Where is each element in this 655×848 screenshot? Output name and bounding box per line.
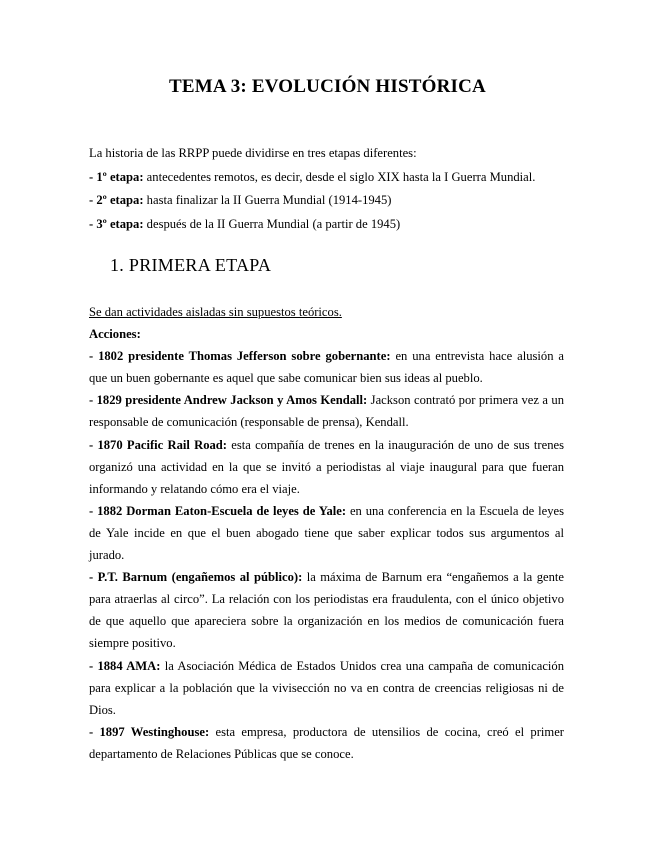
stage-3 xyxy=(89,213,569,237)
action-item-text: en una conferencia en la Escuela de leyes de Yale incide en que el buen abogado tiene que saber explicar todos sus argumentos al jurado. xyxy=(89,503,564,563)
stage-1-text: antecedentes remotos, es decir, desde el siglo XIX hasta la I Guerra Mundial. xyxy=(143,169,536,184)
action-item xyxy=(89,345,564,389)
actions-label-line xyxy=(89,323,564,345)
action-item-text: en una entrevista hace alusión a que un buen gobernante es aquel que sabe comunicar bien sus ideas al pueblo. xyxy=(89,349,564,386)
stage-1-label: - 1º etapa: xyxy=(89,169,144,184)
section-body xyxy=(89,301,564,765)
page-title: TEMA 3: EVOLUCIÓN HISTÓRICA xyxy=(169,76,486,97)
stage-3-label: - 3º etapa: xyxy=(89,216,144,231)
action-item xyxy=(89,566,564,654)
section-subtitle: Se dan actividades aisladas sin supuestos teóricos. xyxy=(89,305,342,319)
action-item-text: Jackson contrató por primera vez a un responsable de comunicación (responsable de prensa), Kendall. xyxy=(89,393,564,430)
stage-2-label: - 2º etapa: xyxy=(89,193,144,207)
action-item-text: la Asociación Médica de Estados Unidos crea una campaña de comunicación para explicar a la población que la vivisección no va en contra de creencias religiosas ni de Dios. xyxy=(89,658,564,717)
action-item-label: - P.T. Barnum (engañemos al público): xyxy=(89,570,303,585)
action-item xyxy=(89,389,564,433)
action-item-label: - 1870 Pacific Rail Road: xyxy=(89,437,227,452)
action-item-label: - 1802 presidente Thomas Jefferson sobre gobernante: xyxy=(89,349,391,364)
actions-label: Acciones: xyxy=(89,327,141,342)
action-item xyxy=(89,500,564,566)
intro-lead: La historia de las RRPP puede dividirse en tres etapas diferentes: xyxy=(89,146,417,160)
stage-2 xyxy=(89,189,569,213)
action-item-text: esta compañía de trenes en la inauguración de uno de sus trenes organizó una actividad en la que se invitó a periodistas al viaje inaugural para que fueran informando y relatando cómo era el viaje. xyxy=(89,437,564,496)
action-item-label: - 1884 AMA: xyxy=(89,658,161,673)
action-item-text: esta empresa, productora de utensilios de cocina, creó el primer departamento de Relaciones Públicas que se conoce. xyxy=(89,724,564,761)
stage-1 xyxy=(89,166,569,190)
action-item xyxy=(89,655,564,721)
action-item-label: - 1829 presidente Andrew Jackson y Amos Kendall: xyxy=(89,393,368,408)
action-item-label: - 1882 Dorman Eaton-Escuela de leyes de Yale: xyxy=(89,503,347,518)
action-item xyxy=(89,721,564,765)
action-item-text: la máxima de Barnum era “engañemos a la gente para atraerlas al circo”. La relación con los periodistas era fraudulenta, con el único objetivo de que aquello que apareciera sobre la organización en los medios de comunicación fuera siempre positivo. xyxy=(89,570,564,651)
action-item-label: - 1897 Westinghouse: xyxy=(89,724,210,739)
action-item xyxy=(89,434,564,500)
intro-block xyxy=(89,142,569,236)
stage-2-text: hasta finalizar la II Guerra Mundial (1914-1945) xyxy=(143,193,392,207)
stage-3-text: después de la II Guerra Mundial (a partir de 1945) xyxy=(143,216,401,231)
section-heading: 1. PRIMERA ETAPA xyxy=(110,255,272,275)
